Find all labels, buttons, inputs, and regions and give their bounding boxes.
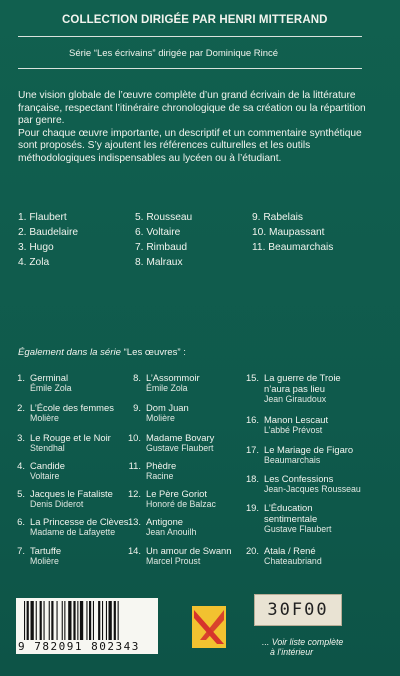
writer-item: 3. Hugo — [18, 242, 54, 253]
writers-column-3 — [252, 210, 333, 255]
also-in-series-heading: Également dans la série “Les œuvres” : — [18, 347, 186, 358]
barcode-bar — [24, 601, 25, 641]
intro-text — [18, 90, 368, 166]
writers-column-2 — [135, 210, 192, 270]
barcode-bar — [64, 601, 65, 641]
barcode-bar — [27, 601, 29, 641]
writer-item: 1. Flaubert — [18, 212, 67, 223]
barcode-bar — [62, 601, 63, 641]
barcode-bar — [80, 601, 83, 641]
isbn-barcode — [16, 598, 158, 654]
writer-item: 4. Zola — [18, 257, 50, 268]
subtitle-rule — [18, 68, 362, 69]
barcode-bar — [73, 601, 75, 641]
writer-item: 7. Rimbaud — [135, 242, 188, 253]
series-subtitle: Série “Les écrivains” dirigée par Dominique Rincé — [69, 48, 279, 59]
barcode-bar — [68, 601, 71, 641]
barcode-bar — [118, 601, 119, 641]
barcode-bar — [109, 601, 112, 641]
price-sticker: 30F00 — [254, 594, 342, 626]
barcode-bars — [24, 601, 150, 643]
writer-item: 6. Voltaire — [135, 227, 181, 238]
barcode-bar — [40, 601, 42, 641]
barcode-bar — [57, 601, 58, 641]
writer-item: 9. Rabelais — [252, 212, 303, 223]
writer-item: 11. Beaumarchais — [252, 242, 334, 253]
writer-item: 8. Malraux — [135, 257, 183, 268]
publisher-logo — [192, 606, 226, 648]
barcode-bar — [93, 601, 94, 641]
barcode-bar — [89, 601, 91, 641]
barcode-digits: 9 782091 802343 — [18, 640, 158, 653]
header-rule — [18, 36, 362, 37]
barcode-bar — [106, 601, 107, 641]
barcode-bar — [98, 601, 100, 641]
barcode-bar — [49, 601, 50, 641]
complete-list-note: ... Voir liste complète à l’intérieur — [262, 637, 344, 657]
writer-item: 10. Maupassant — [252, 227, 325, 238]
barcode-bar — [31, 601, 34, 641]
intro-paragraph-1: Une vision globale de l’œuvre complète d’un grand écrivain de la littérature française, respectant l’itinéraire chronologique de sa création ou la répartition par genre. — [18, 90, 366, 127]
barcode-bar — [102, 601, 103, 641]
barcode-bar — [114, 601, 116, 641]
barcode-bar — [36, 601, 37, 641]
barcode-bar — [44, 601, 45, 641]
writers-column-1 — [18, 210, 78, 270]
barcode-bar — [51, 601, 53, 641]
back-cover: COLLECTION DIRIGÉE PAR HENRI MITTERAND Série “Les écrivains” dirigée par Dominique Rincé Une vision globale de l’œuvre complète d’un grand écrivain de la littérature française, respectant l’itinéraire chronologique de sa création ou la répartition par genre. Pour chaque œuvre importante, un descriptif et un commentaire synthétique sont proposés. S’y ajoutent les références culturelles et les outils méthodologiques indispensables au lycéen ou à l’étudiant. 1. Flaubert 2. Baudelaire 3. Hugo 4. Zola 5. Rousseau 6. Voltaire 7. Rimbaud 8. Malraux 9. Rabelais 10. Maupassant 11. Beaumarchais Également dans la série “Les œuvres” : 1. Germinal Émile Zola 2. L’École des femmes Molière 3. Le Rouge et le Noir Stendhal 4. Candide Voltaire 5. Jacques le Fataliste Denis Diderot 6. La Princesse de Clèves Madame de Lafayette 7. Tartuffe Molière 8. L’Assommoir Émile Zola 9. Dom Juan Molière 10. Madame Bovary Gustave Flaubert 11. Phèdre Racine 12. Le Père Goriot Honoré de Balzac 13. Antigone Jean Anouilh 14. Un amour de Swann Marcel Proust 15. La guerre de Troie n’aura pas lieu Jean Giraudoux 16. Manon Lescaut L’abbé Prévost 17. Le Mariage de Figaro Beaumarchais 18. Les Confessions Jean-Jacques Rousseau 19. L’Éducation sentimentale Gustave Flaubert 20. Atala / René Chateaubriand 9 782091 802343 30F00 ... Voir liste complète à l’intérieur — [0, 0, 400, 676]
writer-item: 2. Baudelaire — [18, 227, 79, 238]
writer-item: 5. Rousseau — [135, 212, 193, 223]
intro-paragraph-2: Pour chaque œuvre importante, un descriptif et un commentaire synthétique sont proposés. S’y ajoutent les références culturelles et les outils méthodologiques indispensables au lycéen ou à l’étudiant. — [18, 127, 362, 164]
barcode-bar — [77, 601, 78, 641]
collection-title: COLLECTION DIRIGÉE PAR HENRI MITTERAND — [62, 14, 328, 26]
barcode-bar — [86, 601, 87, 641]
